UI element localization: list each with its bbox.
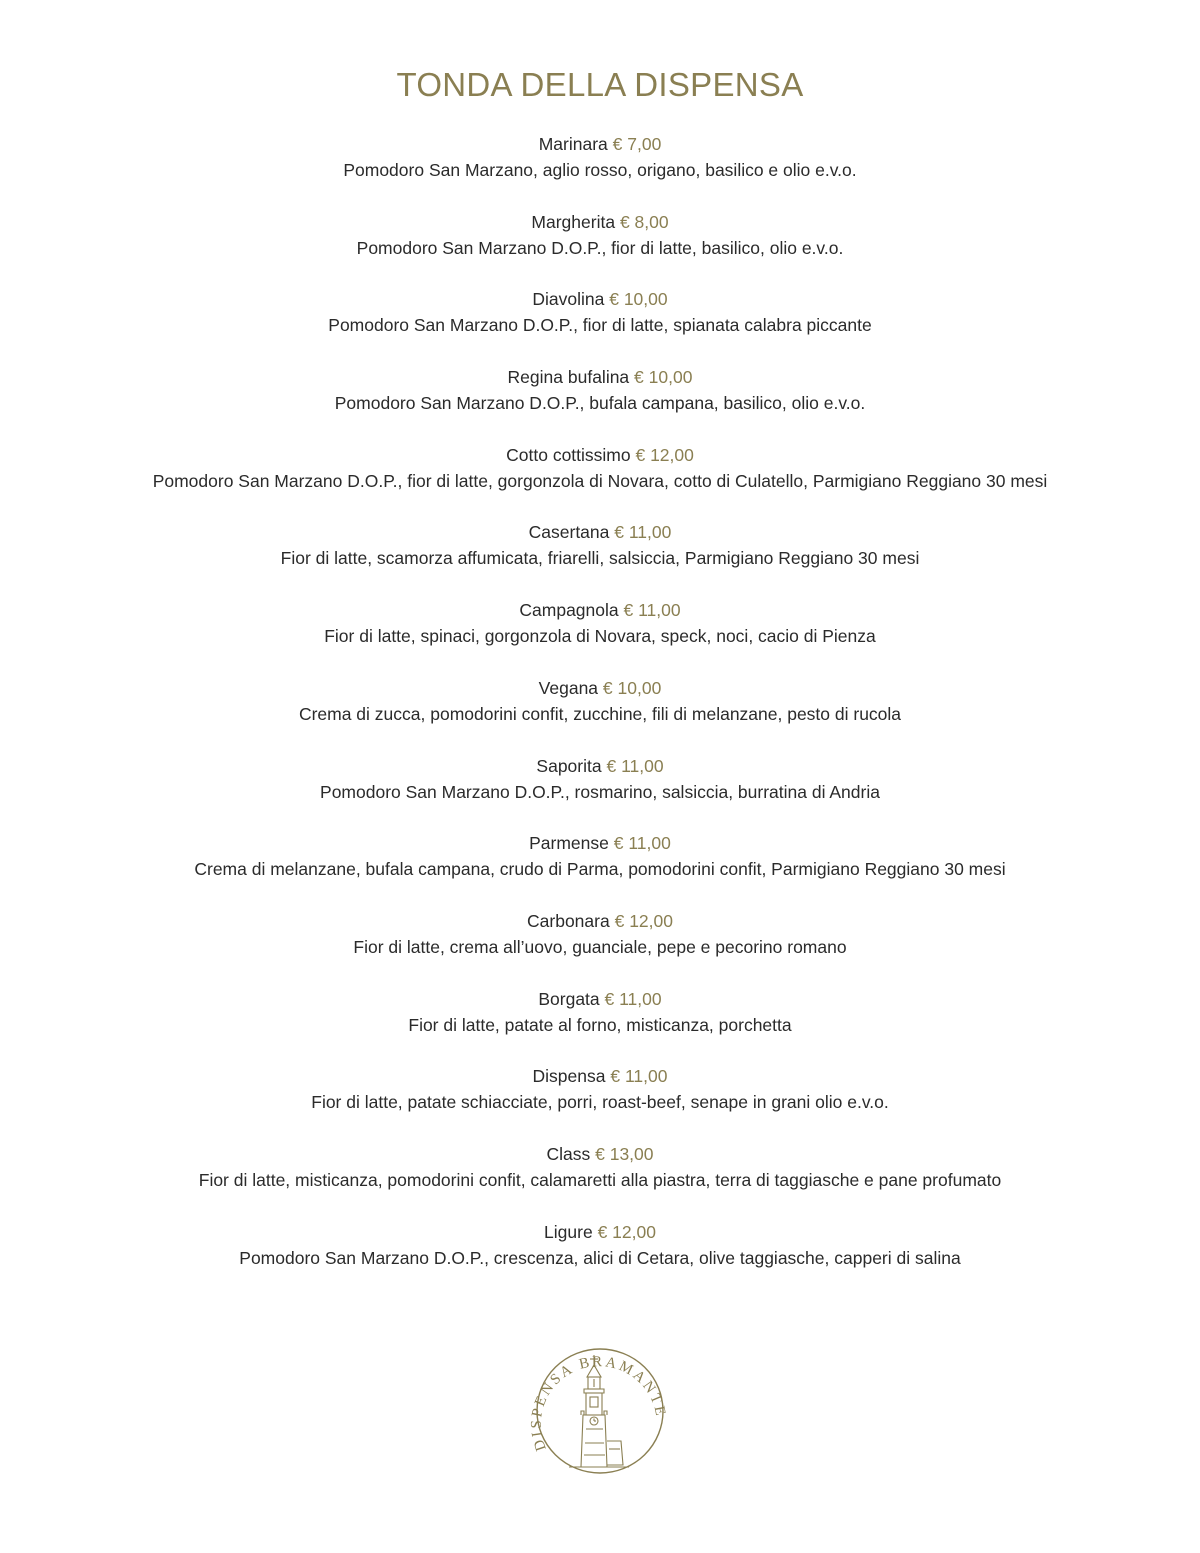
menu-item [0,1141,1200,1219]
item-name: Class [546,1143,591,1164]
item-description: Fior di latte, scamorza affumicata, friarelli, salsiccia, Parmigiano Reggiano 30 mesi [280,548,920,569]
item-heading [0,753,1200,779]
item-price: € 11,00 [610,1066,668,1087]
menu-item [0,364,1200,442]
item-name: Saporita [536,755,602,776]
item-heading [0,442,1200,468]
menu-item [0,286,1200,364]
menu-item [0,986,1200,1064]
item-name: Margherita [531,211,616,232]
item-heading [0,364,1200,390]
item-name: Dispensa [532,1066,606,1087]
tower-seal-icon [529,1345,671,1475]
item-price: € 10,00 [609,289,668,310]
menu-item [0,753,1200,831]
page-title: TONDA DELLA DISPENSA [396,66,804,103]
item-price: € 11,00 [613,833,671,854]
item-description: Fior di latte, patate schiacciate, porri, roast-beef, senape in grani olio e.v.o. [311,1092,889,1113]
menu-item [0,1219,1200,1297]
item-name: Regina bufalina [507,367,630,388]
item-description: Pomodoro San Marzano D.O.P., crescenza, alici di Cetara, olive taggiasche, capperi di salina [239,1247,961,1268]
item-heading [0,908,1200,934]
item-heading [0,519,1200,545]
item-description: Pomodoro San Marzano D.O.P., rosmarino, salsiccia, burratina di Andria [320,781,880,802]
brand-logo [529,1345,671,1475]
item-heading [0,1063,1200,1089]
item-heading [0,286,1200,312]
item-name: Diavolina [532,289,605,310]
item-description: Crema di zucca, pomodorini confit, zucchine, fili di melanzane, pesto di rucola [298,703,902,724]
menu-item [0,519,1200,597]
item-heading [0,986,1200,1012]
item-description: Fior di latte, crema all’uovo, guanciale, pepe e pecorino romano [353,936,847,957]
menu-item [0,830,1200,908]
item-price: € 12,00 [635,444,694,465]
item-price: € 7,00 [612,134,662,154]
item-name: Carbonara [527,910,610,931]
item-name: Marinara [538,134,608,154]
item-price: € 10,00 [602,677,662,698]
item-name: Borgata [538,988,600,1009]
item-description: Fior di latte, spinaci, gorgonzola di Novara, speck, noci, cacio di Pienza [324,626,876,647]
item-heading [0,830,1200,856]
item-price: € 11,00 [606,755,664,776]
seal-text: DISPENSA BRAMANTE [529,1354,669,1453]
item-price: € 13,00 [595,1143,654,1164]
item-description: Fior di latte, misticanza, pomodorini confit, calamaretti alla piastra, terra di taggiasche e pane profumato [198,1169,1002,1190]
item-heading [0,209,1200,235]
item-price: € 11,00 [604,988,662,1009]
item-heading [0,1141,1200,1167]
item-price: € 10,00 [634,367,693,388]
menu-item [0,209,1200,287]
item-name: Vegana [538,677,599,698]
menu-list [0,131,1200,1296]
item-name: Cotto cottissimo [506,444,631,465]
menu-item [0,597,1200,675]
menu-item [0,908,1200,986]
item-price: € 11,00 [614,522,672,543]
item-description: Fior di latte, patate al forno, misticanza, porchetta [408,1014,792,1035]
item-heading [0,597,1200,623]
item-description: Pomodoro San Marzano D.O.P., bufala campana, basilico, olio e.v.o. [334,393,866,414]
menu-item [0,442,1200,520]
item-heading [0,1219,1200,1245]
item-heading [0,131,1200,157]
item-price: € 12,00 [614,910,673,931]
item-name: Parmense [529,833,609,854]
item-price: € 12,00 [597,1221,656,1242]
item-name: Casertana [528,522,610,543]
menu-item [0,1063,1200,1141]
item-description: Crema di melanzane, bufala campana, crudo di Parma, pomodorini confit, Parmigiano Reggiano 30 mesi [194,859,1006,880]
item-description: Pomodoro San Marzano D.O.P., fior di latte, basilico, olio e.v.o. [356,237,844,258]
item-description: Pomodoro San Marzano D.O.P., fior di latte, spianata calabra piccante [328,315,872,336]
item-price: € 11,00 [623,600,681,621]
item-heading [0,675,1200,701]
item-name: Ligure [544,1221,593,1242]
menu-item [0,131,1200,209]
item-name: Campagnola [519,600,619,621]
item-description: Pomodoro San Marzano, aglio rosso, origano, basilico e olio e.v.o. [343,160,857,180]
item-description: Pomodoro San Marzano D.O.P., fior di latte, gorgonzola di Novara, cotto di Culatello, Parmigiano Reggiano 30 mesi [152,470,1048,491]
menu-item [0,675,1200,753]
item-price: € 8,00 [619,211,669,232]
